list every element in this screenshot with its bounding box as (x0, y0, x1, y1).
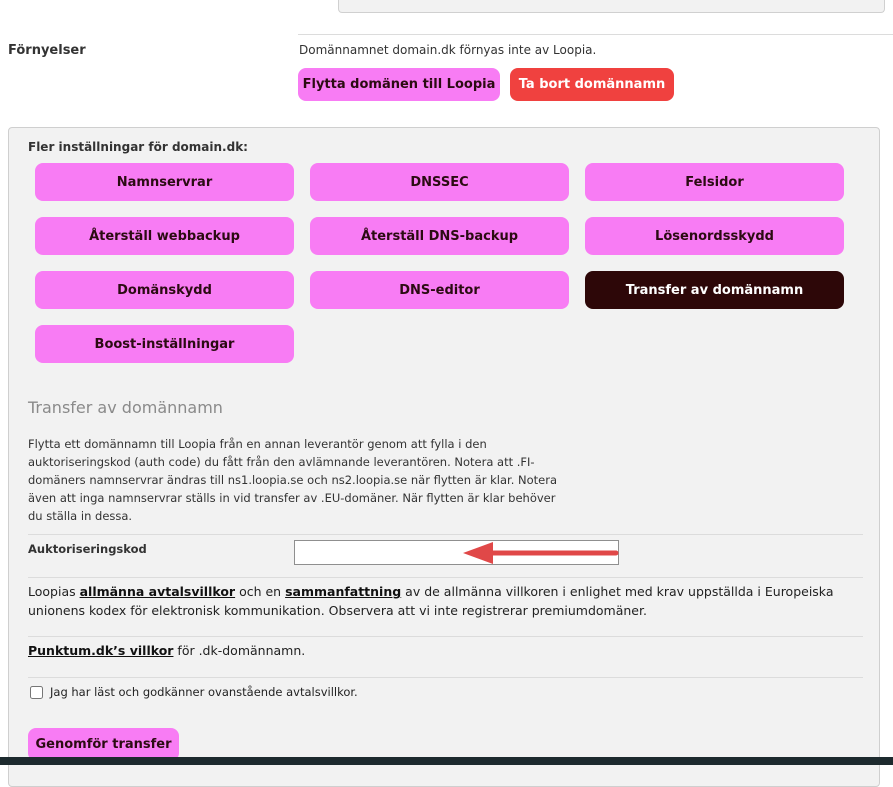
restore-dns-backup-button[interactable]: Återställ DNS-backup (310, 217, 569, 255)
transfer-heading: Transfer av domännamn (28, 398, 223, 417)
boost-settings-button[interactable]: Boost-inställningar (35, 325, 294, 363)
accept-terms-checkbox[interactable] (30, 686, 43, 699)
settings-panel (8, 127, 880, 787)
bottom-bar (0, 757, 893, 765)
password-protection-button[interactable]: Lösenordsskydd (585, 217, 844, 255)
terms-text (28, 582, 858, 620)
punktum-text (28, 643, 305, 658)
renewal-label: Förnyelser (8, 43, 86, 58)
arrow-left-icon (461, 542, 621, 564)
punktum-terms-link[interactable]: Punktum.dk’s villkor (28, 643, 174, 658)
error-pages-button[interactable]: Felsidor (585, 163, 844, 201)
nameservers-button[interactable]: Namnservrar (35, 163, 294, 201)
divider (298, 34, 893, 35)
top-box (338, 0, 885, 13)
general-terms-link[interactable]: allmänna avtalsvillkor (79, 584, 236, 599)
transfer-domain-button[interactable]: Transfer av domännamn (585, 271, 844, 309)
auth-code-label: Auktoriseringskod (28, 542, 147, 556)
divider (28, 534, 863, 535)
summary-link[interactable]: sammanfattning (285, 584, 402, 599)
domain-protection-button[interactable]: Domänskydd (35, 271, 294, 309)
submit-transfer-button[interactable]: Genomför transfer (28, 728, 179, 761)
terms-suffix: av de allmänna villkoren i enlighet med krav uppställda i Europeiska unionens kodex för elektronisk kommunikation. Observera att vi inte registrerar premiumdomäner. (28, 584, 834, 618)
delete-domain-button[interactable]: Ta bort domännamn (510, 68, 674, 101)
accept-terms-label: Jag har läst och godkänner ovanstående avtalsvillkor. (50, 685, 358, 699)
terms-prefix: Loopias (28, 584, 80, 599)
terms-middle: och en (235, 584, 286, 599)
settings-title: Fler inställningar för domain.dk: (28, 140, 248, 154)
move-domain-button[interactable]: Flytta domänen till Loopia (298, 68, 500, 101)
restore-webbackup-button[interactable]: Återställ webbackup (35, 217, 294, 255)
dns-editor-button[interactable]: DNS-editor (310, 271, 569, 309)
renewal-text: Domännamnet domain.dk förnyas inte av Loopia. (299, 43, 597, 57)
divider (28, 577, 863, 578)
dnssec-button[interactable]: DNSSEC (310, 163, 569, 201)
punktum-suffix: för .dk-domännamn. (173, 643, 306, 658)
divider (28, 677, 863, 678)
transfer-description: Flytta ett domännamn till Loopia från en annan leverantör genom att fylla i den auktoriseringskod (auth code) du fått från den avlämnande leverantören. Notera att .FI-domäners namnservrar ändras till ns1.loopia.se och ns2.loopia.se när flytten är klar. Notera även att inga namnservrar ställs in vid transfer av .EU-domäner. När flytten är klar behöver du ställa in dessa. (28, 437, 558, 523)
divider (28, 636, 863, 637)
accept-terms-row[interactable] (30, 685, 358, 699)
